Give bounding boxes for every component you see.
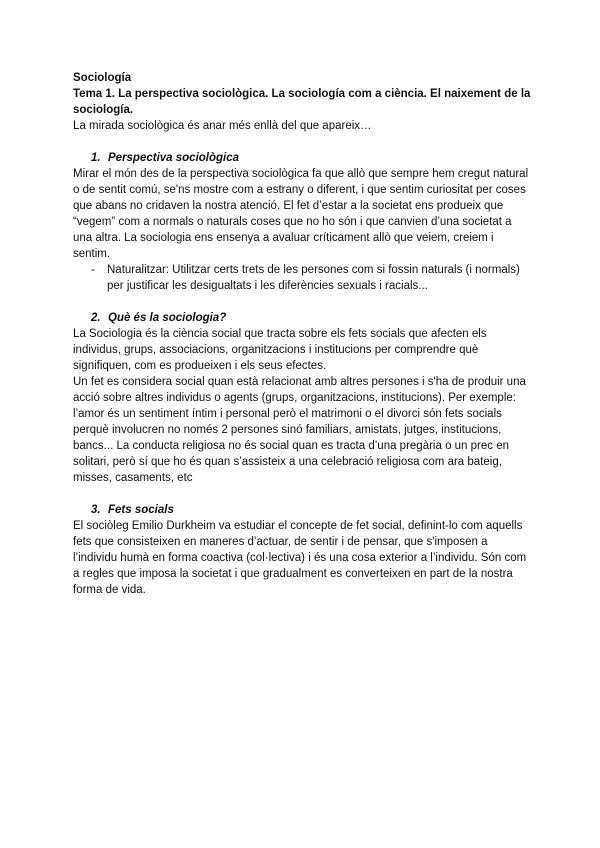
section-3-paragraph: El sociòleg Emilio Durkheim va estudiar el concepte de fet social, definint-lo com aquells fets que consisteixen en maneres d’actuar, de sentir i de pensar, que s'imposen a l’individu humà en forma coactiva (col·lectiva) i és una cosa exterior a l’individu. Són com a regles que imposa la societat i que gradualment es converteixen en part de la nostra forma de vida. [73,520,527,596]
section-number: 3. [91,504,101,516]
section-number: 2. [91,312,101,324]
section-2-paragraph-1: La Sociologia és la ciència social que tracta sobre els fets socials que afecten els individus, grups, associacions, organitzacions i institucions per comprendre què signifiquen, com es produeixen i els seus efectes. [73,328,487,372]
section-title: Perspectiva sociològica [108,152,240,164]
section-1-paragraph: Mirar el món des de la perspectiva sociològica fa que allò que sempre hem cregut natural o de sentit comú, se'ns mostre com a estrany o diferent, i que sentim curiositat per coses que abans no cridaven la nostra atenció. El fet d’estar a la societat ens produeix que “vegem” com a normals o naturals coses que no ho són i que canvien d’una societat a una altra. La sociologia ens ensenya a avaluar críticament allò que veiem, creiem i sentim. [73,168,529,260]
document-subject: Sociología [73,72,132,84]
bullet-marker: - [91,264,95,276]
document-page [73,70,533,598]
section-number: 1. [91,152,101,164]
bullet-text: Naturalitzar: Utilitzar certs trets de les persones com si fossin naturals (i normals) per justificar les desigualtats i les diferències sexuals i racials... [107,264,520,292]
document-intro: La mirada sociològica és anar més enllà del que apareix… [73,120,372,132]
list-item [91,262,533,294]
section-title: Fets socials [108,504,174,516]
section-2-paragraph-2: Un fet es considera social quan està relacionat amb altres persones i s'ha de produir una acció sobre altres individus o agents (grups, organitzacions, institucions). Per exemple: l’amor és un sentiment íntim i personal però el matrimoni o el divorci són fets socials perquè involucren no només 2 persones sinó familiars, amistats, jutges, institucions, bancs... La conducta religiosa no és social quan es tracta d’una pregària o un prec en solitari, però sí que ho és quan s’assisteix a una celebració religiosa com ara bateig, misses, casaments, etc [73,376,526,484]
section-1-bullet-list [73,262,533,294]
section-heading-2 [91,310,533,326]
section-heading-1 [91,150,533,166]
section-heading-3 [91,502,533,518]
document-topic-title: Tema 1. La perspectiva sociològica. La sociología com a ciència. El naixement de la sociología. [73,88,531,116]
section-title: Què és la sociologia? [108,312,227,324]
